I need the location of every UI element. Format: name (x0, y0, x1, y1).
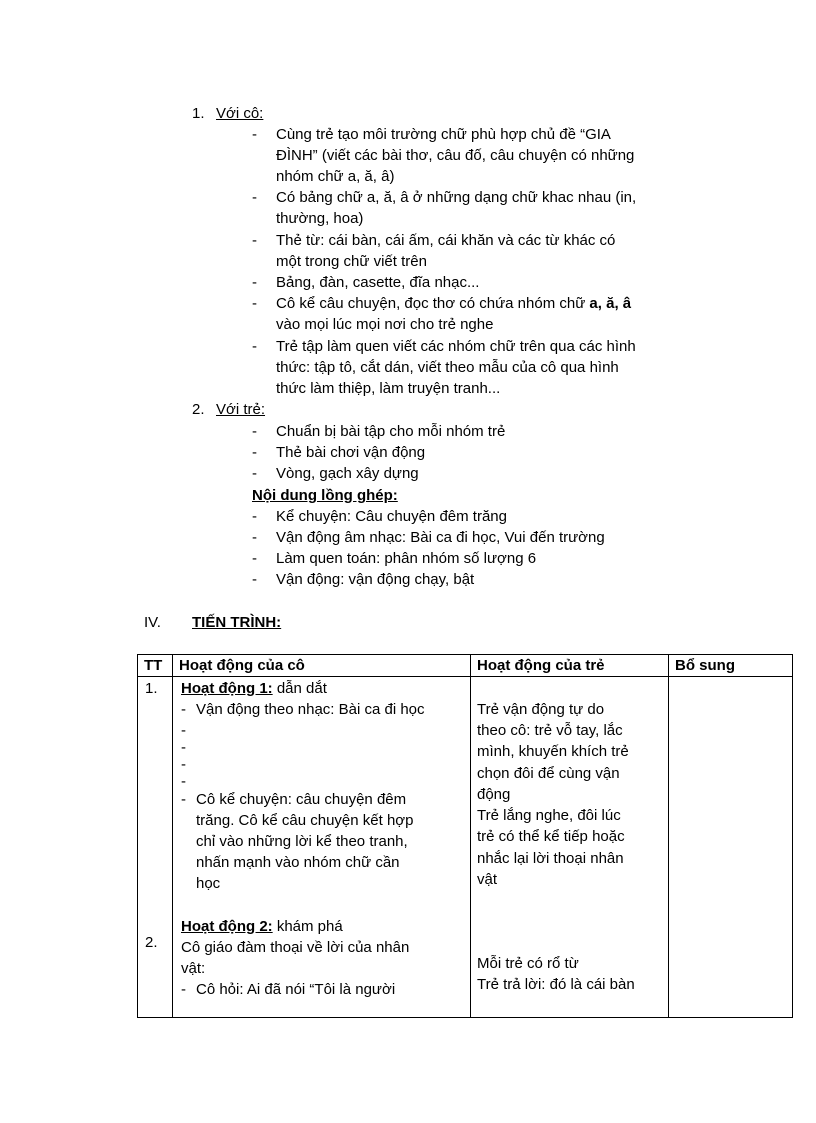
child-text: chọn đôi để cùng vận (477, 765, 620, 782)
child-text: Trẻ trả lời: đó là cái bàn (477, 976, 635, 993)
teacher-item: Cô hỏi: Ai đã nói “Tôi là người (196, 981, 396, 998)
teacher-item: Cô kể chuyện: câu chuyện đêm (196, 791, 407, 808)
list-item: - Vận động: vận động chạy, bật (276, 569, 474, 590)
list-item: - Thẻ từ: cái bàn, cái ấm, cái khăn và các từ khác có (276, 230, 615, 251)
list-item: - Thẻ bài chơi vận động (276, 442, 425, 463)
list-item: - Cùng trẻ tạo môi trường chữ phù hợp chủ đề “GIA (276, 124, 611, 145)
list-item-cont: vào mọi lúc mọi nơi cho trẻ nghe (276, 316, 494, 333)
activity2-heading (181, 916, 343, 937)
teacher-item-cont: nhấn mạnh vào nhóm chữ cần (196, 854, 400, 871)
header-child: Hoạt động của trẻ (471, 655, 669, 677)
list-item-cont: ĐÌNH” (viết các bài thơ, câu đố, câu chuyện có những (276, 147, 635, 164)
teacher-cell (173, 677, 471, 1018)
teacher-item-cont: học (196, 875, 221, 892)
child-text: mình, khuyến khích trẻ (477, 743, 629, 760)
list-item: - Làm quen toán: phân nhóm số lượng 6 (276, 548, 536, 569)
list-item-cont: thức làm thiệp, làm truyện tranh... (276, 380, 501, 397)
child-cell (471, 677, 669, 1018)
bold-letters: a, ă, â (589, 295, 632, 312)
teacher-item-cont: trăng. Cô kể câu chuyện kết hợp (196, 812, 414, 829)
child-text: Trẻ lắng nghe, đôi lúc (477, 807, 621, 824)
list-item (276, 293, 631, 314)
dash: - (181, 701, 186, 718)
list-item: - Kể chuyện: Câu chuyện đêm trăng (276, 506, 507, 527)
header-teacher: Hoạt động của cô (173, 655, 471, 677)
activity1-title: Hoạt động 1: (181, 680, 273, 697)
list-item: - Vận động âm nhạc: Bài ca đi học, Vui đến trường (276, 527, 605, 548)
section1-title: Với cô: (216, 105, 264, 122)
teacher-text: Cô giáo đàm thoại về lời của nhân (181, 939, 410, 956)
empty-dash: - (181, 739, 186, 756)
row-number: 1. (145, 680, 158, 697)
list-item: - Vòng, gạch xây dựng (276, 463, 419, 484)
list-item-cont: thường, hoa) (276, 210, 364, 227)
activity1-heading (181, 678, 327, 699)
child-text: Mỗi trẻ có rổ từ (477, 955, 579, 972)
section4-title: TIẾN TRÌNH: (192, 614, 282, 631)
section2-title: Với trẻ: (216, 401, 266, 418)
teacher-text: vật: (181, 960, 206, 977)
section1-number: 1. (192, 105, 205, 122)
teacher-item-cont: chỉ vào những lời kể theo tranh, (196, 833, 408, 850)
activity2-title: Hoạt động 2: (181, 918, 273, 935)
header-tt: TT (138, 655, 173, 677)
activity2-rest: khám phá (272, 918, 343, 935)
table-header-row (138, 655, 793, 677)
row-number: 2. (145, 934, 158, 951)
empty-dash: - (181, 756, 186, 773)
child-text: Trẻ vận động tự do (477, 701, 605, 718)
list-item-cont: thức: tập tô, cắt dán, viết theo mẫu của cô qua hình (276, 359, 619, 376)
activity-table (137, 654, 793, 1018)
teacher-item: Vận động theo nhạc: Bài ca đi học (196, 701, 425, 718)
table-row (138, 677, 793, 1018)
dash: - (181, 981, 186, 998)
dash: - (181, 791, 186, 808)
child-text: vật (477, 871, 498, 888)
child-text: trẻ có thể kể tiếp hoặc (477, 828, 625, 845)
extra-cell (669, 677, 793, 1018)
tt-cell (138, 677, 173, 1018)
empty-dash: - (181, 773, 186, 790)
list-item-cont: một trong chữ viết trên (276, 253, 427, 270)
child-text: nhắc lại lời thoại nhân (477, 850, 624, 867)
activity1-rest: dẫn dắt (272, 680, 327, 697)
header-extra: Bổ sung (669, 655, 793, 677)
child-text: theo cô: trẻ vỗ tay, lắc (477, 722, 623, 739)
list-item: - Chuẩn bị bài tập cho mỗi nhóm trẻ (276, 421, 505, 442)
empty-dash: - (181, 722, 186, 739)
list-item-cont: nhóm chữ a, ă, â) (276, 168, 395, 185)
list-item-text: Cô kể câu chuyện, đọc thơ có chứa nhóm chữ (276, 295, 590, 312)
child-text: động (477, 786, 511, 803)
list-item: - Bảng, đàn, casette, đĩa nhạc... (276, 272, 479, 293)
integration-title: Nội dung lồng ghép: (252, 487, 398, 504)
section4-number: IV. (144, 614, 161, 631)
list-item: - Trẻ tập làm quen viết các nhóm chữ trên qua các hình (276, 336, 636, 357)
list-item: - Có bảng chữ a, ă, â ở những dạng chữ khac nhau (in, (276, 187, 636, 208)
section2-number: 2. (192, 401, 205, 418)
